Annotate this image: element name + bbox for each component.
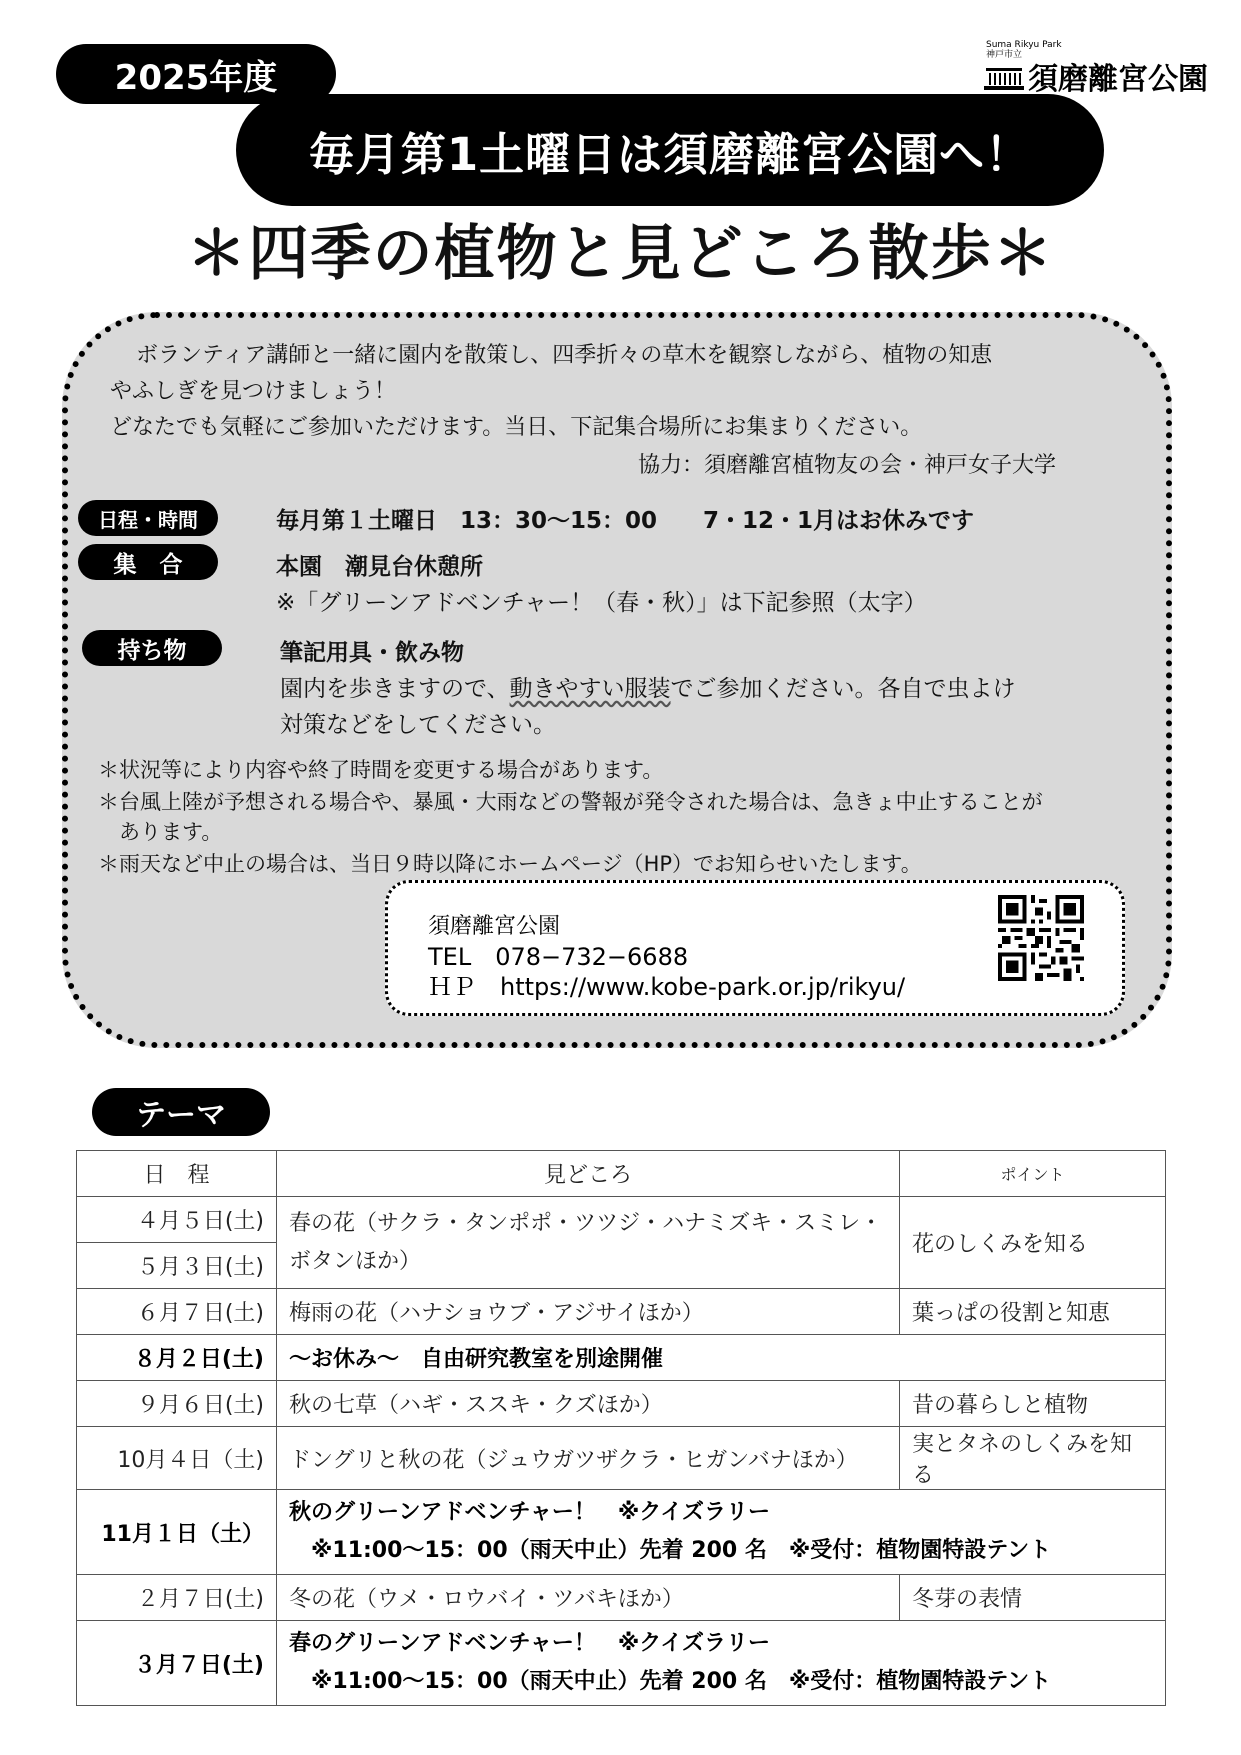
theme-table: [76, 1150, 1166, 1706]
items-note-2: 対策などをしてください。: [280, 712, 556, 738]
row-highlight-line: 春のグリーンアドベンチャー！ ※クイズラリー: [289, 1631, 770, 1656]
intro-line-1: ボランティア講師と一緒に園内を散策し、四季折々の草木を観察しながら、植物の知恵: [136, 343, 993, 368]
header-date: 日 程: [77, 1151, 277, 1197]
headline-banner: [236, 94, 1104, 206]
cooperation-credit: 協力：須磨離宮植物友の会・神戸女子大学: [638, 453, 1057, 478]
meeting-value: 本園 潮見台休憩所: [276, 554, 483, 580]
meeting-note: ※「グリーンアドベンチャー！（春・秋）」は下記参照（太字）: [276, 590, 927, 616]
row-date: ４月５日(土): [77, 1197, 277, 1243]
row-date: ３月７日(土): [77, 1621, 277, 1706]
row-highlight: 秋の七草（ハギ・ススキ・クズほか）: [277, 1381, 900, 1427]
note-1: ＊状況等により内容や終了時間を変更する場合があります。: [98, 758, 664, 782]
row-highlight: [277, 1490, 1166, 1575]
contact-card: [385, 880, 1125, 1016]
row-highlight: 梅雨の花（ハナショウブ・アジサイほか）: [277, 1289, 900, 1335]
page-title: ＊四季の植物と見どころ散歩＊: [186, 219, 1055, 289]
note-4: ＊雨天など中止の場合は、当日９時以降にホームページ（HP）でお知らせいたします。: [98, 852, 922, 876]
logo-english: Suma Rikyu Park: [986, 40, 1062, 50]
headline-text: 毎月第1土曜日は須磨離宮公園へ！: [308, 127, 1032, 181]
year-text: 2025年度: [114, 57, 278, 98]
contact-name: 須磨離宮公園: [428, 914, 561, 939]
row-highlight-line: ボタンほか）: [289, 1248, 422, 1274]
row-highlight-line: ※11:00～15：00（雨天中止）先着 200 名 ※受付：植物園特設テント: [289, 1538, 1052, 1563]
note-2: ＊台風上陸が予想される場合や、暴風・大雨などの警報が発令された場合は、急きょ中止することが: [98, 790, 1043, 814]
row-date: ２月７日(土): [77, 1575, 277, 1621]
items-label: 持ち物: [82, 630, 222, 666]
row-highlight: ドングリと秋の花（ジュウガツザクラ・ヒガンバナほか）: [277, 1427, 900, 1490]
row-point: 花のしくみを知る: [900, 1197, 1166, 1289]
items-note-1a: 園内を歩きますので、: [280, 676, 510, 702]
items-note-1c: でご参加ください。各自で虫よけ: [670, 676, 1016, 702]
datetime-value: 毎月第１土曜日 13：30～15：00 7・12・1月はお休みです: [276, 508, 975, 534]
row-highlight-line: ※11:00～15：00（雨天中止）先着 200 名 ※受付：植物園特設テント: [289, 1669, 1052, 1694]
intro-line-3: どなたでも気軽にご参加いただけます。当日、下記集合場所にお集まりください。: [110, 415, 923, 440]
header-highlight: 見どころ: [277, 1151, 900, 1197]
row-highlight: [277, 1621, 1166, 1706]
qr-code-icon[interactable]: [998, 895, 1084, 981]
row-highlight-line: 春の花（サクラ・タンポポ・ツツジ・ハナミズキ・スミレ・: [289, 1210, 883, 1236]
note-3: あります。: [98, 820, 223, 844]
table-row: [77, 1197, 1166, 1243]
row-date: ５月３日(土): [77, 1243, 277, 1289]
theme-label: [92, 1088, 270, 1136]
row-highlight: 冬の花（ウメ・ロウバイ・ツバキほか）: [277, 1575, 900, 1621]
table-row: [77, 1575, 1166, 1621]
items-note-1: [280, 670, 1016, 703]
datetime-label: 日程・時間: [78, 500, 218, 536]
palace-icon: [984, 64, 1024, 92]
park-logo: [984, 40, 1208, 97]
row-date: ８月２日(土): [77, 1335, 277, 1381]
table-row: [77, 1381, 1166, 1427]
intro-line-2: やふしぎを見つけましょう！: [110, 379, 397, 404]
table-row: [77, 1427, 1166, 1490]
meeting-label: 集 合: [78, 544, 218, 580]
row-highlight: ～お休み～ 自由研究教室を別途開催: [277, 1335, 1166, 1381]
logo-city: 神戸市立: [986, 50, 1023, 60]
row-point: 昔の暮らしと植物: [900, 1381, 1166, 1427]
table-row: [77, 1490, 1166, 1575]
table-header-row: [77, 1151, 1166, 1197]
row-highlight-line: 秋のグリーンアドベンチャー！ ※クイズラリー: [289, 1500, 770, 1525]
items-note-1b: 動きやすい服装: [509, 676, 671, 702]
items-value: 筆記用具・飲み物: [280, 640, 464, 666]
table-row: [77, 1335, 1166, 1381]
row-date: ６月７日(土): [77, 1289, 277, 1335]
row-point: 冬芽の表情: [900, 1575, 1166, 1621]
row-point: 実とタネのしくみを知る: [900, 1427, 1166, 1490]
table-row: [77, 1289, 1166, 1335]
contact-tel[interactable]: TEL 078−732−6688: [428, 943, 689, 971]
theme-label-text: テーマ: [136, 1098, 226, 1133]
row-highlight: [277, 1197, 900, 1289]
table-row: [77, 1621, 1166, 1706]
header-point: ポイント: [900, 1151, 1166, 1197]
row-date: 10月４日（土): [77, 1427, 277, 1490]
contact-hp[interactable]: ＨＰ https://www.kobe-park.or.jp/rikyu/: [428, 973, 906, 1001]
logo-name: 須磨離宮公園: [1028, 62, 1208, 97]
row-date: ９月６日(土): [77, 1381, 277, 1427]
row-date: 11月１日（土）: [77, 1490, 277, 1575]
row-point: 葉っぱの役割と知恵: [900, 1289, 1166, 1335]
